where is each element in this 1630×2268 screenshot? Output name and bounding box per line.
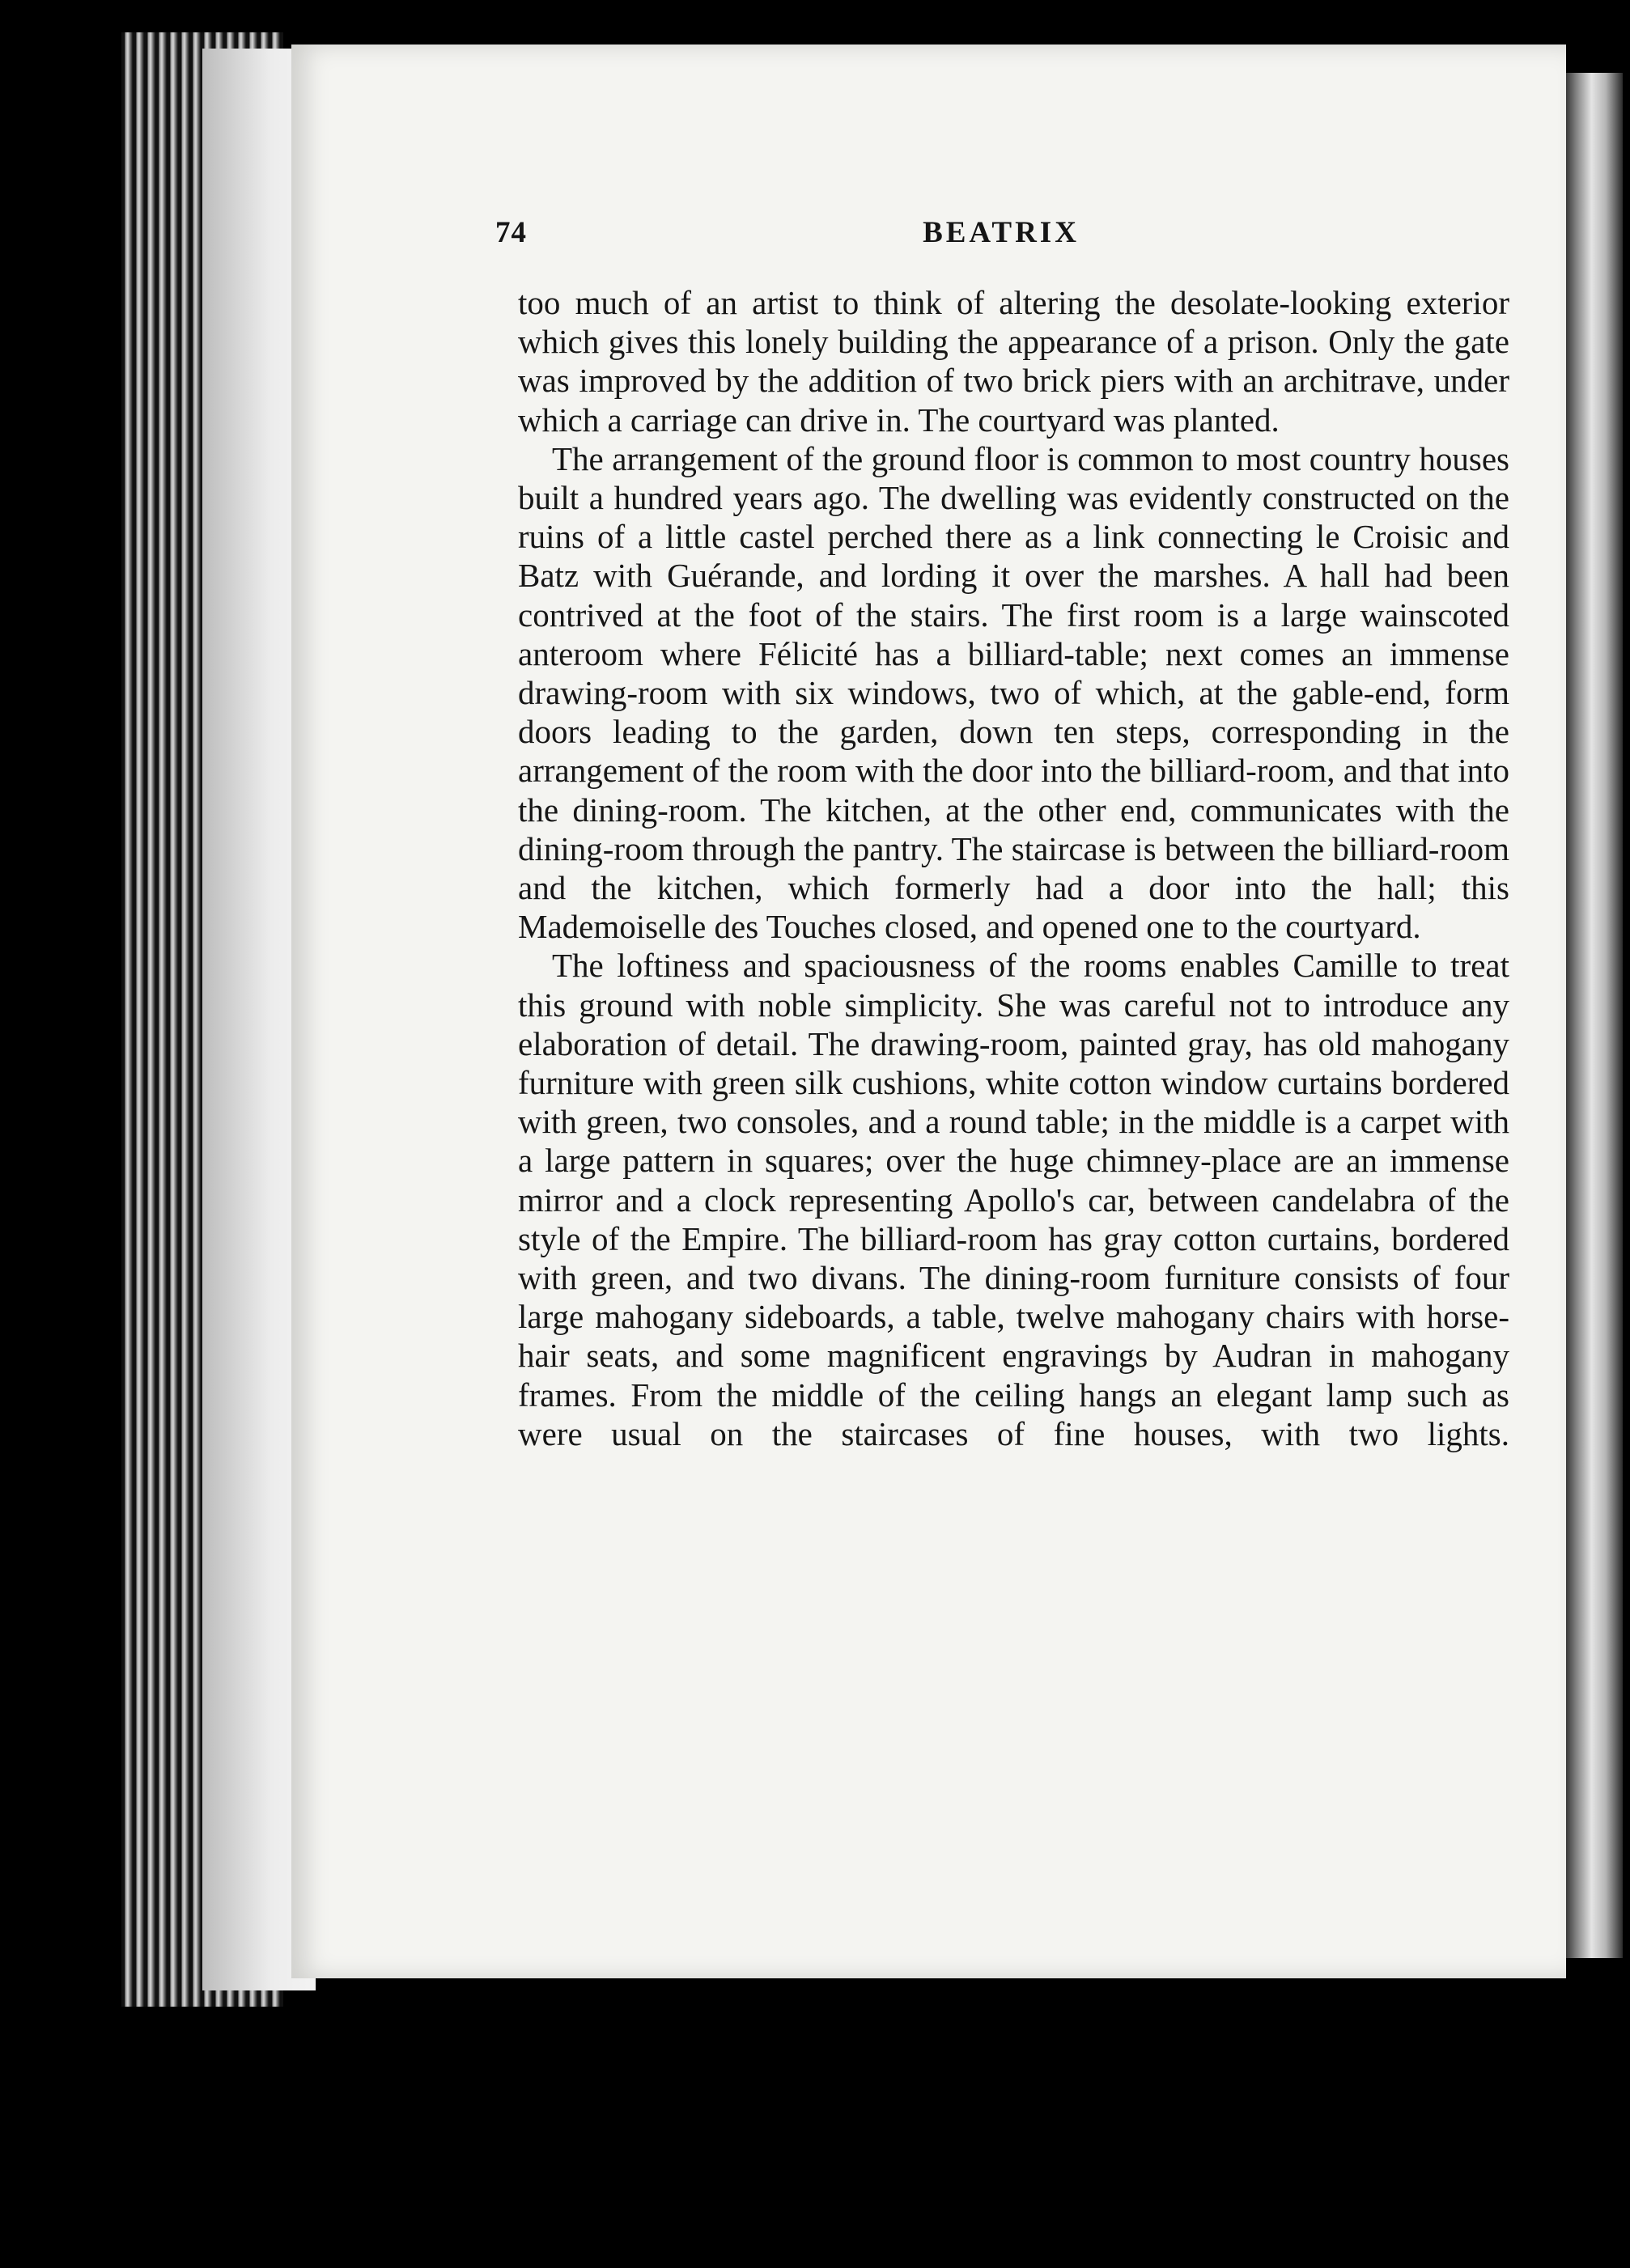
paragraph-1: too much of an artist to think of altering the desolate-looking exterior which gives this lonely building the appearance of a prison. Only the gate was improved by the addition of two brick piers with an architrave, under which a carriage can drive in. The courtyard was planted. — [518, 284, 1509, 439]
paragraph-2: The arrangement of the ground floor is common to most country houses built a hundred years ago. The dwelling was evidently constructed on the ruins of a little castel perched there as a link connecting le Croisic and Batz with Guérande, and lording it over the marshes. A hall had been contrived at the foot of the stairs. The first room is a large wainscoted anteroom where Félicité has a billiard-table; next comes an immense drawing-room with six windows, two of which, at the gable-end, form doors leading to the garden, down ten steps, corresponding in the arrangement of the room with the door into the billiard-room, and that into the dining-room. The kitchen, at the other end, communicates with the dining-room through the pantry. The staircase is between the billiard-room and the kitchen, which formerly had a door into the hall; this Mademoiselle des Touches closed, and opened one to the courtyard. — [518, 439, 1509, 946]
page-number: 74 — [495, 216, 527, 249]
book-spine-edge — [1566, 73, 1623, 1958]
body-text — [518, 283, 1509, 1453]
page-header — [495, 215, 1507, 264]
running-title: BEATRIX — [923, 216, 1080, 249]
paragraph-3: The loftiness and spaciousness of the rooms enables Camille to treat this ground with noble simplicity. She was careful not to introduce any elaboration of detail. The drawing-room, painted gray, has old mahogany furniture with green silk cushions, white cotton window curtains bordered with green, two consoles, and a round table; in the middle is a carpet with a large pattern in squares; over the huge chimney-place are an immense mirror and a clock representing Apollo's car, between candelabra of the style of the Empire. The billiard-room has gray cotton curtains, bordered with green, and two divans. The dining-room furniture consists of four large mahogany sideboards, a table, twelve mahogany chairs with horse-hair seats, and some magnificent engravings by Audran in mahogany frames. From the middle of the ceiling hangs an elegant lamp such as were usual on the staircases of fine houses, with two lights. — [518, 947, 1509, 1452]
